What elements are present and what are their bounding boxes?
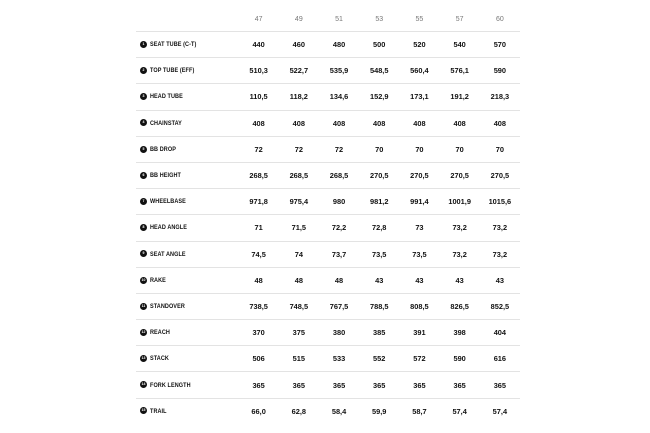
row-number-badge: 10 [141, 277, 146, 282]
measurement-value: 72 [239, 136, 279, 162]
measurement-value: 70 [440, 136, 480, 162]
measurement-value: 408 [440, 110, 480, 136]
measurement-label: HEAD TUBE [150, 93, 183, 101]
measurement-value: 980 [319, 189, 359, 215]
header-spacer [136, 8, 150, 32]
measurement-label: RAKE [150, 276, 166, 284]
row-number-badge: 3 [140, 93, 147, 100]
measurement-label: REACH [150, 329, 171, 337]
measurement-value: 408 [359, 110, 399, 136]
row-number-cell [136, 398, 150, 424]
table-row [136, 293, 520, 319]
row-number-badge: 9 [140, 250, 147, 257]
measurement-value: 43 [359, 267, 399, 293]
measurement-value: 270,5 [399, 162, 439, 188]
measurement-label: CHAINSTAY [150, 119, 182, 127]
measurement-value: 365 [480, 372, 520, 398]
measurement-value: 535,9 [319, 58, 359, 84]
measurement-value: 515 [279, 346, 319, 372]
measurement-value: 570 [480, 32, 520, 58]
row-number-badge: 1 [140, 41, 147, 48]
measurement-value: 971,8 [239, 189, 279, 215]
table-row [136, 372, 520, 398]
measurement-value: 365 [239, 372, 279, 398]
measurement-value: 375 [279, 320, 319, 346]
measurement-value: 48 [279, 267, 319, 293]
geometry-table-body [136, 32, 520, 424]
measurement-label-cell [150, 372, 238, 398]
measurement-label-cell [150, 110, 238, 136]
measurement-value: 616 [480, 346, 520, 372]
measurement-value: 590 [480, 58, 520, 84]
header-spacer [150, 8, 238, 32]
measurement-value: 58,4 [319, 398, 359, 424]
measurement-value: 72,8 [359, 215, 399, 241]
measurement-label: TOP TUBE (EFF) [150, 67, 195, 75]
measurement-value: 385 [359, 320, 399, 346]
measurement-value: 62,8 [279, 398, 319, 424]
measurement-value: 408 [480, 110, 520, 136]
measurement-value: 510,3 [239, 58, 279, 84]
measurement-label: BB HEIGHT [150, 172, 182, 180]
size-header: 51 [335, 16, 343, 23]
table-row [136, 162, 520, 188]
row-number-cell [136, 162, 150, 188]
measurement-value: 74,5 [239, 241, 279, 267]
measurement-label-cell [150, 136, 238, 162]
measurement-value: 590 [440, 346, 480, 372]
measurement-label: BB DROP [150, 145, 177, 153]
measurement-value: 270,5 [359, 162, 399, 188]
measurement-value: 1015,6 [480, 189, 520, 215]
row-number-cell [136, 58, 150, 84]
table-row [136, 58, 520, 84]
measurement-value: 408 [239, 110, 279, 136]
measurement-value: 808,5 [399, 293, 439, 319]
row-number-cell [136, 215, 150, 241]
measurement-label: TRAIL [150, 407, 167, 415]
geometry-table [136, 8, 520, 424]
measurement-value: 270,5 [480, 162, 520, 188]
row-number-badge: 8 [140, 224, 147, 231]
measurement-value: 73,2 [440, 215, 480, 241]
measurement-value: 552 [359, 346, 399, 372]
table-row [136, 320, 520, 346]
size-header: 47 [254, 16, 263, 23]
measurement-label-cell [150, 215, 238, 241]
measurement-label-cell [150, 189, 238, 215]
measurement-value: 110,5 [239, 84, 279, 110]
measurement-value: 408 [319, 110, 359, 136]
measurement-value: 268,5 [319, 162, 359, 188]
row-number-cell [136, 320, 150, 346]
measurement-value: 58,7 [399, 398, 439, 424]
measurement-value: 748,5 [279, 293, 319, 319]
measurement-label-cell [150, 320, 238, 346]
measurement-value: 365 [440, 372, 480, 398]
measurement-label: HEAD ANGLE [150, 224, 188, 232]
row-number-cell [136, 32, 150, 58]
size-header: 57 [455, 16, 464, 23]
measurement-label: STACK [150, 355, 170, 363]
measurement-value: 71,5 [279, 215, 319, 241]
measurement-value: 380 [319, 320, 359, 346]
measurement-value: 1001,9 [440, 189, 480, 215]
measurement-value: 270,5 [440, 162, 480, 188]
measurement-value: 73,7 [319, 241, 359, 267]
measurement-value: 43 [480, 267, 520, 293]
measurement-value: 73,5 [359, 241, 399, 267]
measurement-value: 548,5 [359, 58, 399, 84]
table-row [136, 136, 520, 162]
measurement-value: 440 [239, 32, 279, 58]
measurement-value: 365 [319, 372, 359, 398]
measurement-label: WHEELBASE [150, 198, 186, 206]
measurement-label-cell [150, 58, 238, 84]
measurement-value: 72 [319, 136, 359, 162]
table-row [136, 110, 520, 136]
row-number-cell [136, 293, 150, 319]
measurement-label-cell [150, 32, 238, 58]
measurement-label-cell [150, 241, 238, 267]
measurement-value: 540 [440, 32, 480, 58]
measurement-value: 365 [279, 372, 319, 398]
row-number-cell [136, 136, 150, 162]
measurement-value: 70 [359, 136, 399, 162]
measurement-value: 57,4 [440, 398, 480, 424]
measurement-label: FORK LENGTH [150, 381, 191, 389]
measurement-value: 70 [480, 136, 520, 162]
row-number-badge: 13 [141, 356, 146, 361]
measurement-value: 975,4 [279, 189, 319, 215]
measurement-value: 73,2 [480, 215, 520, 241]
row-number-badge: 11 [141, 303, 146, 308]
table-row [136, 84, 520, 110]
size-header: 55 [415, 16, 424, 23]
measurement-value: 70 [399, 136, 439, 162]
measurement-label-cell [150, 346, 238, 372]
table-row [136, 32, 520, 58]
row-number-badge: 5 [140, 146, 147, 153]
measurement-value: 268,5 [239, 162, 279, 188]
table-row [136, 346, 520, 372]
table-row [136, 189, 520, 215]
measurement-value: 398 [440, 320, 480, 346]
size-header-row [136, 8, 520, 32]
measurement-value: 66,0 [239, 398, 279, 424]
measurement-value: 991,4 [399, 189, 439, 215]
measurement-value: 73 [399, 215, 439, 241]
measurement-value: 73,5 [399, 241, 439, 267]
measurement-value: 191,2 [440, 84, 480, 110]
measurement-value: 134,6 [319, 84, 359, 110]
size-header: 49 [294, 16, 303, 23]
measurement-value: 43 [399, 267, 439, 293]
table-row [136, 241, 520, 267]
measurement-value: 738,5 [239, 293, 279, 319]
measurement-label-cell [150, 162, 238, 188]
measurement-value: 57,4 [480, 398, 520, 424]
measurement-value: 43 [440, 267, 480, 293]
row-number-badge: 2 [140, 67, 147, 74]
measurement-label-cell [150, 398, 238, 424]
measurement-value: 981,2 [359, 189, 399, 215]
measurement-value: 73,2 [440, 241, 480, 267]
measurement-label-cell [150, 293, 238, 319]
measurement-value: 218,3 [480, 84, 520, 110]
measurement-label-cell [150, 267, 238, 293]
measurement-value: 522,7 [279, 58, 319, 84]
measurement-value: 71 [239, 215, 279, 241]
measurement-value: 560,4 [399, 58, 439, 84]
row-number-badge: 7 [140, 198, 147, 205]
measurement-value: 59,9 [359, 398, 399, 424]
measurement-value: 48 [319, 267, 359, 293]
measurement-value: 152,9 [359, 84, 399, 110]
measurement-value: 268,5 [279, 162, 319, 188]
measurement-value: 572 [399, 346, 439, 372]
measurement-value: 365 [399, 372, 439, 398]
size-header: 60 [495, 16, 504, 23]
measurement-value: 520 [399, 32, 439, 58]
row-number-badge: 6 [140, 172, 147, 179]
measurement-value: 408 [279, 110, 319, 136]
row-number-badge: 4 [140, 119, 147, 126]
row-number-badge: 15 [141, 408, 146, 413]
measurement-value: 826,5 [440, 293, 480, 319]
measurement-value: 788,5 [359, 293, 399, 319]
measurement-value: 500 [359, 32, 399, 58]
measurement-value: 506 [239, 346, 279, 372]
measurement-value: 72 [279, 136, 319, 162]
row-number-cell [136, 267, 150, 293]
measurement-value: 391 [399, 320, 439, 346]
measurement-label: STANDOVER [150, 302, 185, 310]
row-number-cell [136, 189, 150, 215]
size-header: 53 [375, 16, 384, 23]
row-number-badge: 14 [141, 382, 146, 387]
measurement-value: 73,2 [480, 241, 520, 267]
row-number-cell [136, 84, 150, 110]
measurement-value: 173,1 [399, 84, 439, 110]
measurement-value: 576,1 [440, 58, 480, 84]
row-number-cell [136, 372, 150, 398]
measurement-value: 365 [359, 372, 399, 398]
table-row [136, 398, 520, 424]
row-number-badge: 12 [141, 329, 146, 334]
measurement-value: 404 [480, 320, 520, 346]
measurement-value: 460 [279, 32, 319, 58]
row-number-cell [136, 241, 150, 267]
row-number-cell [136, 110, 150, 136]
measurement-label: SEAT ANGLE [150, 250, 186, 258]
measurement-value: 852,5 [480, 293, 520, 319]
measurement-value: 370 [239, 320, 279, 346]
row-number-cell [136, 346, 150, 372]
measurement-label-cell [150, 84, 238, 110]
measurement-value: 767,5 [319, 293, 359, 319]
table-row [136, 267, 520, 293]
measurement-value: 74 [279, 241, 319, 267]
measurement-value: 118,2 [279, 84, 319, 110]
measurement-value: 72,2 [319, 215, 359, 241]
measurement-value: 408 [399, 110, 439, 136]
measurement-value: 48 [239, 267, 279, 293]
measurement-value: 480 [319, 32, 359, 58]
measurement-value: 533 [319, 346, 359, 372]
measurement-label: SEAT TUBE (C-T) [150, 41, 197, 49]
table-row [136, 215, 520, 241]
